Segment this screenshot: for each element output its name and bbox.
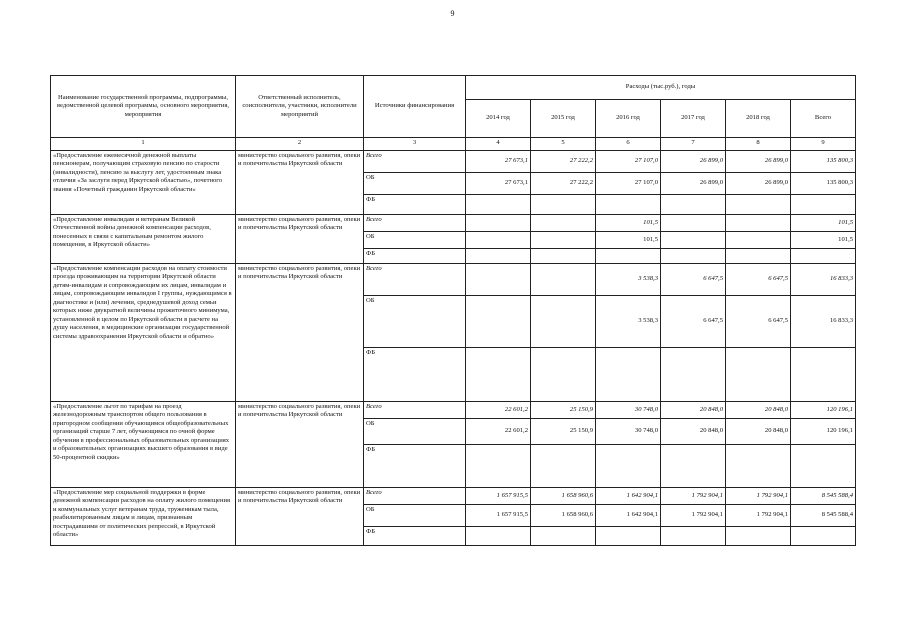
program-name-cell: «Предоставление ежемесячной денежной выплаты пенсионерам, получающим страховую пенсию по старости (инвалидности), пенсию за выслугу лет, удостоенным знака отличия «За заслуги перед Иркутской областью», почетного звания «Почетный гражданин Иркутской области» [51,151,236,215]
amount-cell: 101,5 [596,215,661,232]
header-executor: Ответственный исполнитель, соисполнители, участники, исполнители мероприятий [236,76,364,138]
amount-cell: 20 848,0 [726,402,791,419]
program-name-cell: «Предоставление льгот по тарифам на проезд железнодорожным транспортом общего пользования в пригородном сообщении обучающимся общеобразовательных организаций старше 7 лет, обучающимся по очной форме обучения в профессиональных образовательных организациях и образовательных организациях высшего образования в виде 50-процентной скидки» [51,402,236,488]
expenses-table [50,75,856,546]
amount-cell [596,195,661,215]
executor-cell: министерство социального развития, опеки и попечительства Иркутской области [236,151,364,215]
amount-cell [791,249,856,264]
amount-cell [531,296,596,348]
amount-cell [596,249,661,264]
amount-cell [466,264,531,296]
amount-cell [661,527,726,546]
amount-cell: 27 107,0 [596,151,661,173]
amount-cell: 30 748,0 [596,419,661,445]
amount-cell: 1 642 904,1 [596,488,661,505]
amount-cell: 101,5 [596,232,661,249]
amount-cell [791,348,856,402]
amount-cell [661,445,726,488]
amount-cell: 135 800,3 [791,151,856,173]
column-number: 7 [661,138,726,151]
column-number: 3 [364,138,466,151]
amount-cell: 6 647,5 [726,296,791,348]
amount-cell: 1 658 960,6 [531,505,596,527]
table-row [51,151,856,173]
amount-cell: 120 196,1 [791,402,856,419]
executor-cell: министерство социального развития, опеки и попечительства Иркутской области [236,215,364,264]
amount-cell [466,527,531,546]
amount-cell: 27 673,1 [466,173,531,195]
funding-source-cell: Всего [364,215,466,232]
header-year-2016: 2016 год [596,100,661,138]
amount-cell [661,232,726,249]
amount-cell: 26 899,0 [726,151,791,173]
funding-source-cell: ОБ [364,296,466,348]
column-number: 9 [791,138,856,151]
amount-cell [726,527,791,546]
funding-source-cell: ФБ [364,527,466,546]
amount-cell: 27 107,0 [596,173,661,195]
amount-cell [791,527,856,546]
amount-cell [726,195,791,215]
amount-cell: 26 899,0 [661,173,726,195]
amount-cell [466,445,531,488]
amount-cell [661,249,726,264]
table-row [51,215,856,232]
amount-cell: 8 545 588,4 [791,505,856,527]
amount-cell: 8 545 588,4 [791,488,856,505]
funding-source-cell: ОБ [364,173,466,195]
amount-cell: 30 748,0 [596,402,661,419]
amount-cell: 26 899,0 [726,173,791,195]
column-number: 2 [236,138,364,151]
amount-cell: 20 848,0 [661,402,726,419]
amount-cell: 1 792 904,1 [726,505,791,527]
amount-cell [531,445,596,488]
amount-cell [661,195,726,215]
program-name-cell: «Предоставление компенсации расходов на оплату стоимости проезда проживающим на территории Иркутской области детям-инвалидам и сопровождающим их лицам, инвалидам и лицам, сопровождающим инвалидов I группы, нуждающимся в диагностике и (или) лечении, среднедушевой доход семьи которых ниже двукратной величины прожиточного минимума, установленной в целом по Иркутской области в расчете на душу населения, в медицинские организации государственной системы здравоохранения Иркутской области и обратно» [51,264,236,402]
amount-cell [531,264,596,296]
header-expenses: Расходы (тыс.руб.), годы [466,76,856,100]
header-year-2018: 2018 год [726,100,791,138]
amount-cell: 1 792 904,1 [661,505,726,527]
amount-cell [596,527,661,546]
funding-source-cell: Всего [364,264,466,296]
funding-source-cell: Всего [364,151,466,173]
amount-cell: 1 792 904,1 [661,488,726,505]
amount-cell [466,296,531,348]
amount-cell [661,215,726,232]
amount-cell: 22 601,2 [466,402,531,419]
amount-cell: 1 642 904,1 [596,505,661,527]
amount-cell: 3 538,3 [596,264,661,296]
table-row [51,488,856,505]
amount-cell: 135 800,3 [791,173,856,195]
executor-cell: министерство социального развития, опеки и попечительства Иркутской области [236,264,364,402]
funding-source-cell: ФБ [364,445,466,488]
column-number: 8 [726,138,791,151]
amount-cell [466,232,531,249]
funding-source-cell: ФБ [364,249,466,264]
column-number-row [51,138,856,151]
funding-source-cell: ФБ [364,195,466,215]
amount-cell [531,195,596,215]
amount-cell [531,232,596,249]
amount-cell: 20 848,0 [661,419,726,445]
amount-cell: 1 658 960,6 [531,488,596,505]
page-number: 9 [450,9,455,18]
amount-cell [726,348,791,402]
amount-cell: 22 601,2 [466,419,531,445]
funding-source-cell: ОБ [364,419,466,445]
amount-cell: 27 673,1 [466,151,531,173]
executor-cell: министерство социального развития, опеки и попечительства Иркутской области [236,488,364,546]
amount-cell [466,348,531,402]
amount-cell [791,445,856,488]
funding-source-cell: ОБ [364,232,466,249]
amount-cell [466,195,531,215]
amount-cell [726,249,791,264]
amount-cell: 6 647,5 [726,264,791,296]
executor-cell: министерство социального развития, опеки и попечительства Иркутской области [236,402,364,488]
column-number: 6 [596,138,661,151]
program-name-cell: «Предоставление инвалидам и ветеранам Великой Отечественной войны денежной компенсации расходов, понесенных в связи с капитальным ремонтом жилого помещения, в Иркутской области» [51,215,236,264]
amount-cell [791,195,856,215]
amount-cell: 1 792 904,1 [726,488,791,505]
funding-source-cell: ФБ [364,348,466,402]
amount-cell: 25 150,9 [531,419,596,445]
amount-cell: 27 222,2 [531,151,596,173]
amount-cell: 26 899,0 [661,151,726,173]
header-total: Всего [791,100,856,138]
header-year-2015: 2015 год [531,100,596,138]
funding-source-cell: Всего [364,488,466,505]
amount-cell [531,527,596,546]
amount-cell [596,445,661,488]
funding-source-cell: Всего [364,402,466,419]
amount-cell: 101,5 [791,215,856,232]
amount-cell: 101,5 [791,232,856,249]
amount-cell: 1 657 915,5 [466,488,531,505]
program-name-cell: «Предоставление мер социальной поддержки в форме денежной компенсации расходов на оплату жилого помещения и коммунальных услуг ветеранам труда, труженикам тыла, реабилитированным лицам и лицам, признанным пострадавшими от политических репрессий, в Иркутской области» [51,488,236,546]
amount-cell [466,215,531,232]
amount-cell: 120 196,1 [791,419,856,445]
amount-cell [726,215,791,232]
amount-cell [531,348,596,402]
amount-cell: 3 538,3 [596,296,661,348]
amount-cell: 16 833,3 [791,264,856,296]
header-year-2014: 2014 год [466,100,531,138]
column-number: 4 [466,138,531,151]
amount-cell [726,232,791,249]
header-year-2017: 2017 год [661,100,726,138]
amount-cell [531,215,596,232]
amount-cell [726,445,791,488]
amount-cell: 20 848,0 [726,419,791,445]
header-program-name: Наименование государственной программы, подпрограммы, ведомственной целевой программы, основного мероприятия, мероприятия [51,76,236,138]
amount-cell: 6 647,5 [661,264,726,296]
amount-cell: 6 647,5 [661,296,726,348]
amount-cell: 16 833,3 [791,296,856,348]
amount-cell: 1 657 915,5 [466,505,531,527]
funding-source-cell: ОБ [364,505,466,527]
table-row [51,402,856,419]
amount-cell: 27 222,2 [531,173,596,195]
header-funding-source: Источники финансирования [364,76,466,138]
amount-cell [661,348,726,402]
column-number: 5 [531,138,596,151]
table-row [51,264,856,296]
column-number: 1 [51,138,236,151]
amount-cell [466,249,531,264]
amount-cell: 25 150,9 [531,402,596,419]
amount-cell [531,249,596,264]
amount-cell [596,348,661,402]
